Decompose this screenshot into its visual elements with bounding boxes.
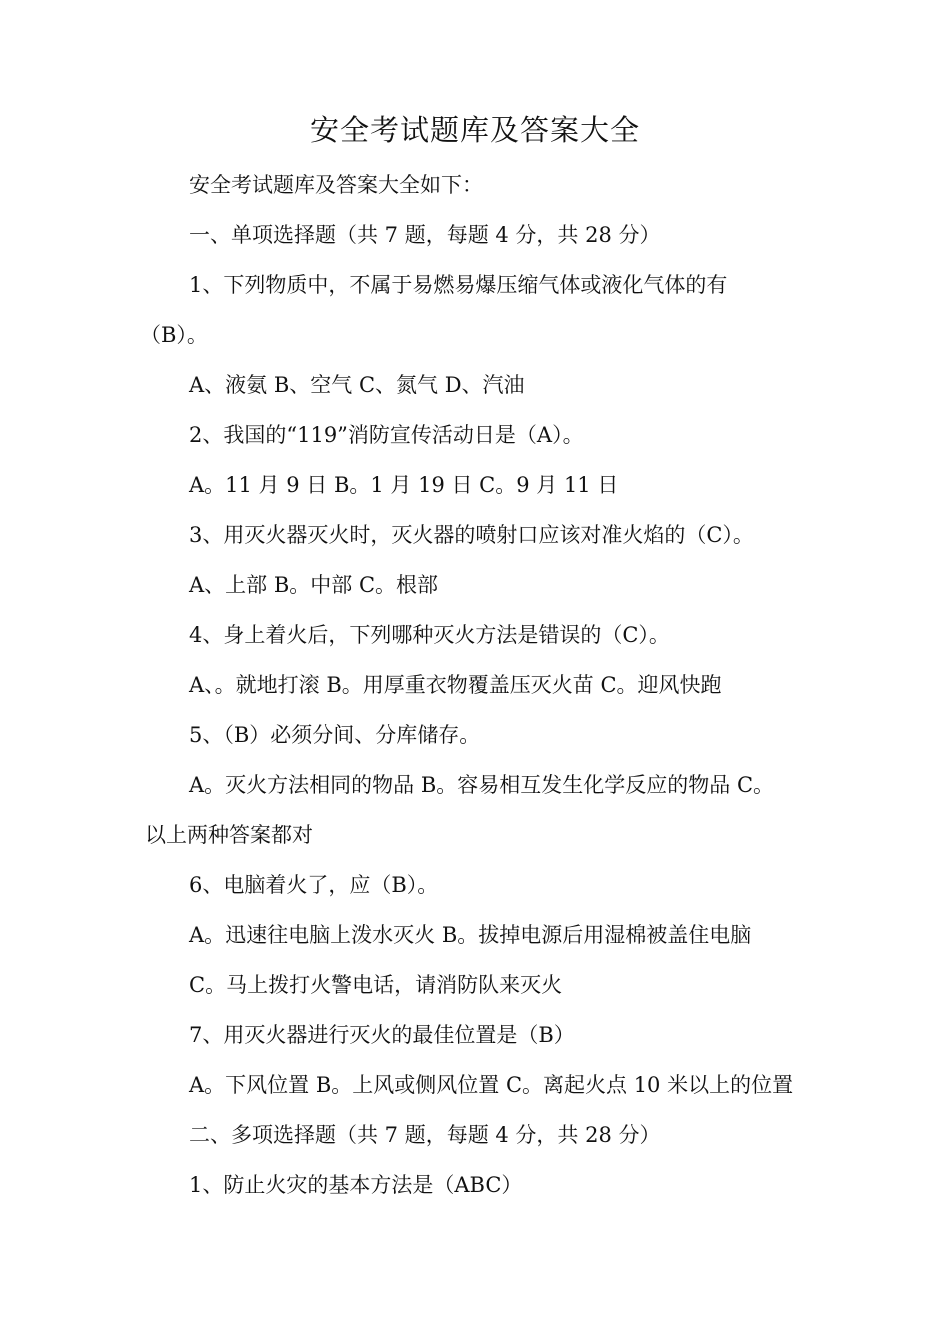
question-1-continuation: （B）。: [140, 323, 208, 347]
question-5-options-continuation: 以上两种答案都对: [145, 823, 313, 847]
question-6: 6、电脑着火了，应（B）。: [189, 873, 439, 897]
section-heading-single-choice: 一、单项选择题（共 7 题，每题 4 分，共 28 分）: [189, 223, 661, 247]
question-1: 1、下列物质中，不属于易燃易爆压缩气体或液化气体的有: [189, 273, 728, 297]
section-heading-multiple-choice: 二、多项选择题（共 7 题，每题 4 分，共 28 分）: [189, 1123, 661, 1147]
question-6-options-continuation: C。马上拨打火警电话，请消防队来灭火: [189, 973, 563, 997]
question-2-options: A。11 月 9 日 B。1 月 19 日 C。9 月 11 日: [189, 473, 619, 497]
question-5: 5、（B）必须分间、分库储存。: [189, 723, 481, 747]
question-2: 2、我国的“119”消防宣传活动日是（A）。: [189, 423, 584, 447]
question-7-options: A。下风位置 B。上风或侧风位置 C。离起火点 10 米以上的位置: [189, 1073, 794, 1097]
question-4: 4、身上着火后，下列哪种灭火方法是错误的（C）。: [189, 623, 670, 647]
document-title: 安全考试题库及答案大全: [309, 113, 640, 147]
intro-line: 安全考试题库及答案大全如下：: [189, 173, 483, 197]
question-4-options: A、。就地打滚 B。用厚重衣物覆盖压灭火苗 C。迎风快跑: [189, 673, 722, 697]
question-3-options: A、上部 B。中部 C。根部: [189, 573, 439, 597]
question-1-options: A、液氨 B、空气 C、氮气 D、汽油: [189, 373, 525, 397]
question-3: 3、用灭火器灭火时，灭火器的喷射口应该对准火焰的（C）。: [189, 523, 754, 547]
question-7: 7、用灭火器进行灭火的最佳位置是（B）: [189, 1023, 575, 1047]
multi-question-1: 1、防止火灾的基本方法是（ABC）: [189, 1173, 523, 1197]
question-6-options: A。迅速往电脑上泼水灭火 B。拔掉电源后用湿棉被盖住电脑: [189, 923, 752, 947]
question-5-options: A。灭火方法相同的物品 B。容易相互发生化学反应的物品 C。: [189, 773, 775, 797]
